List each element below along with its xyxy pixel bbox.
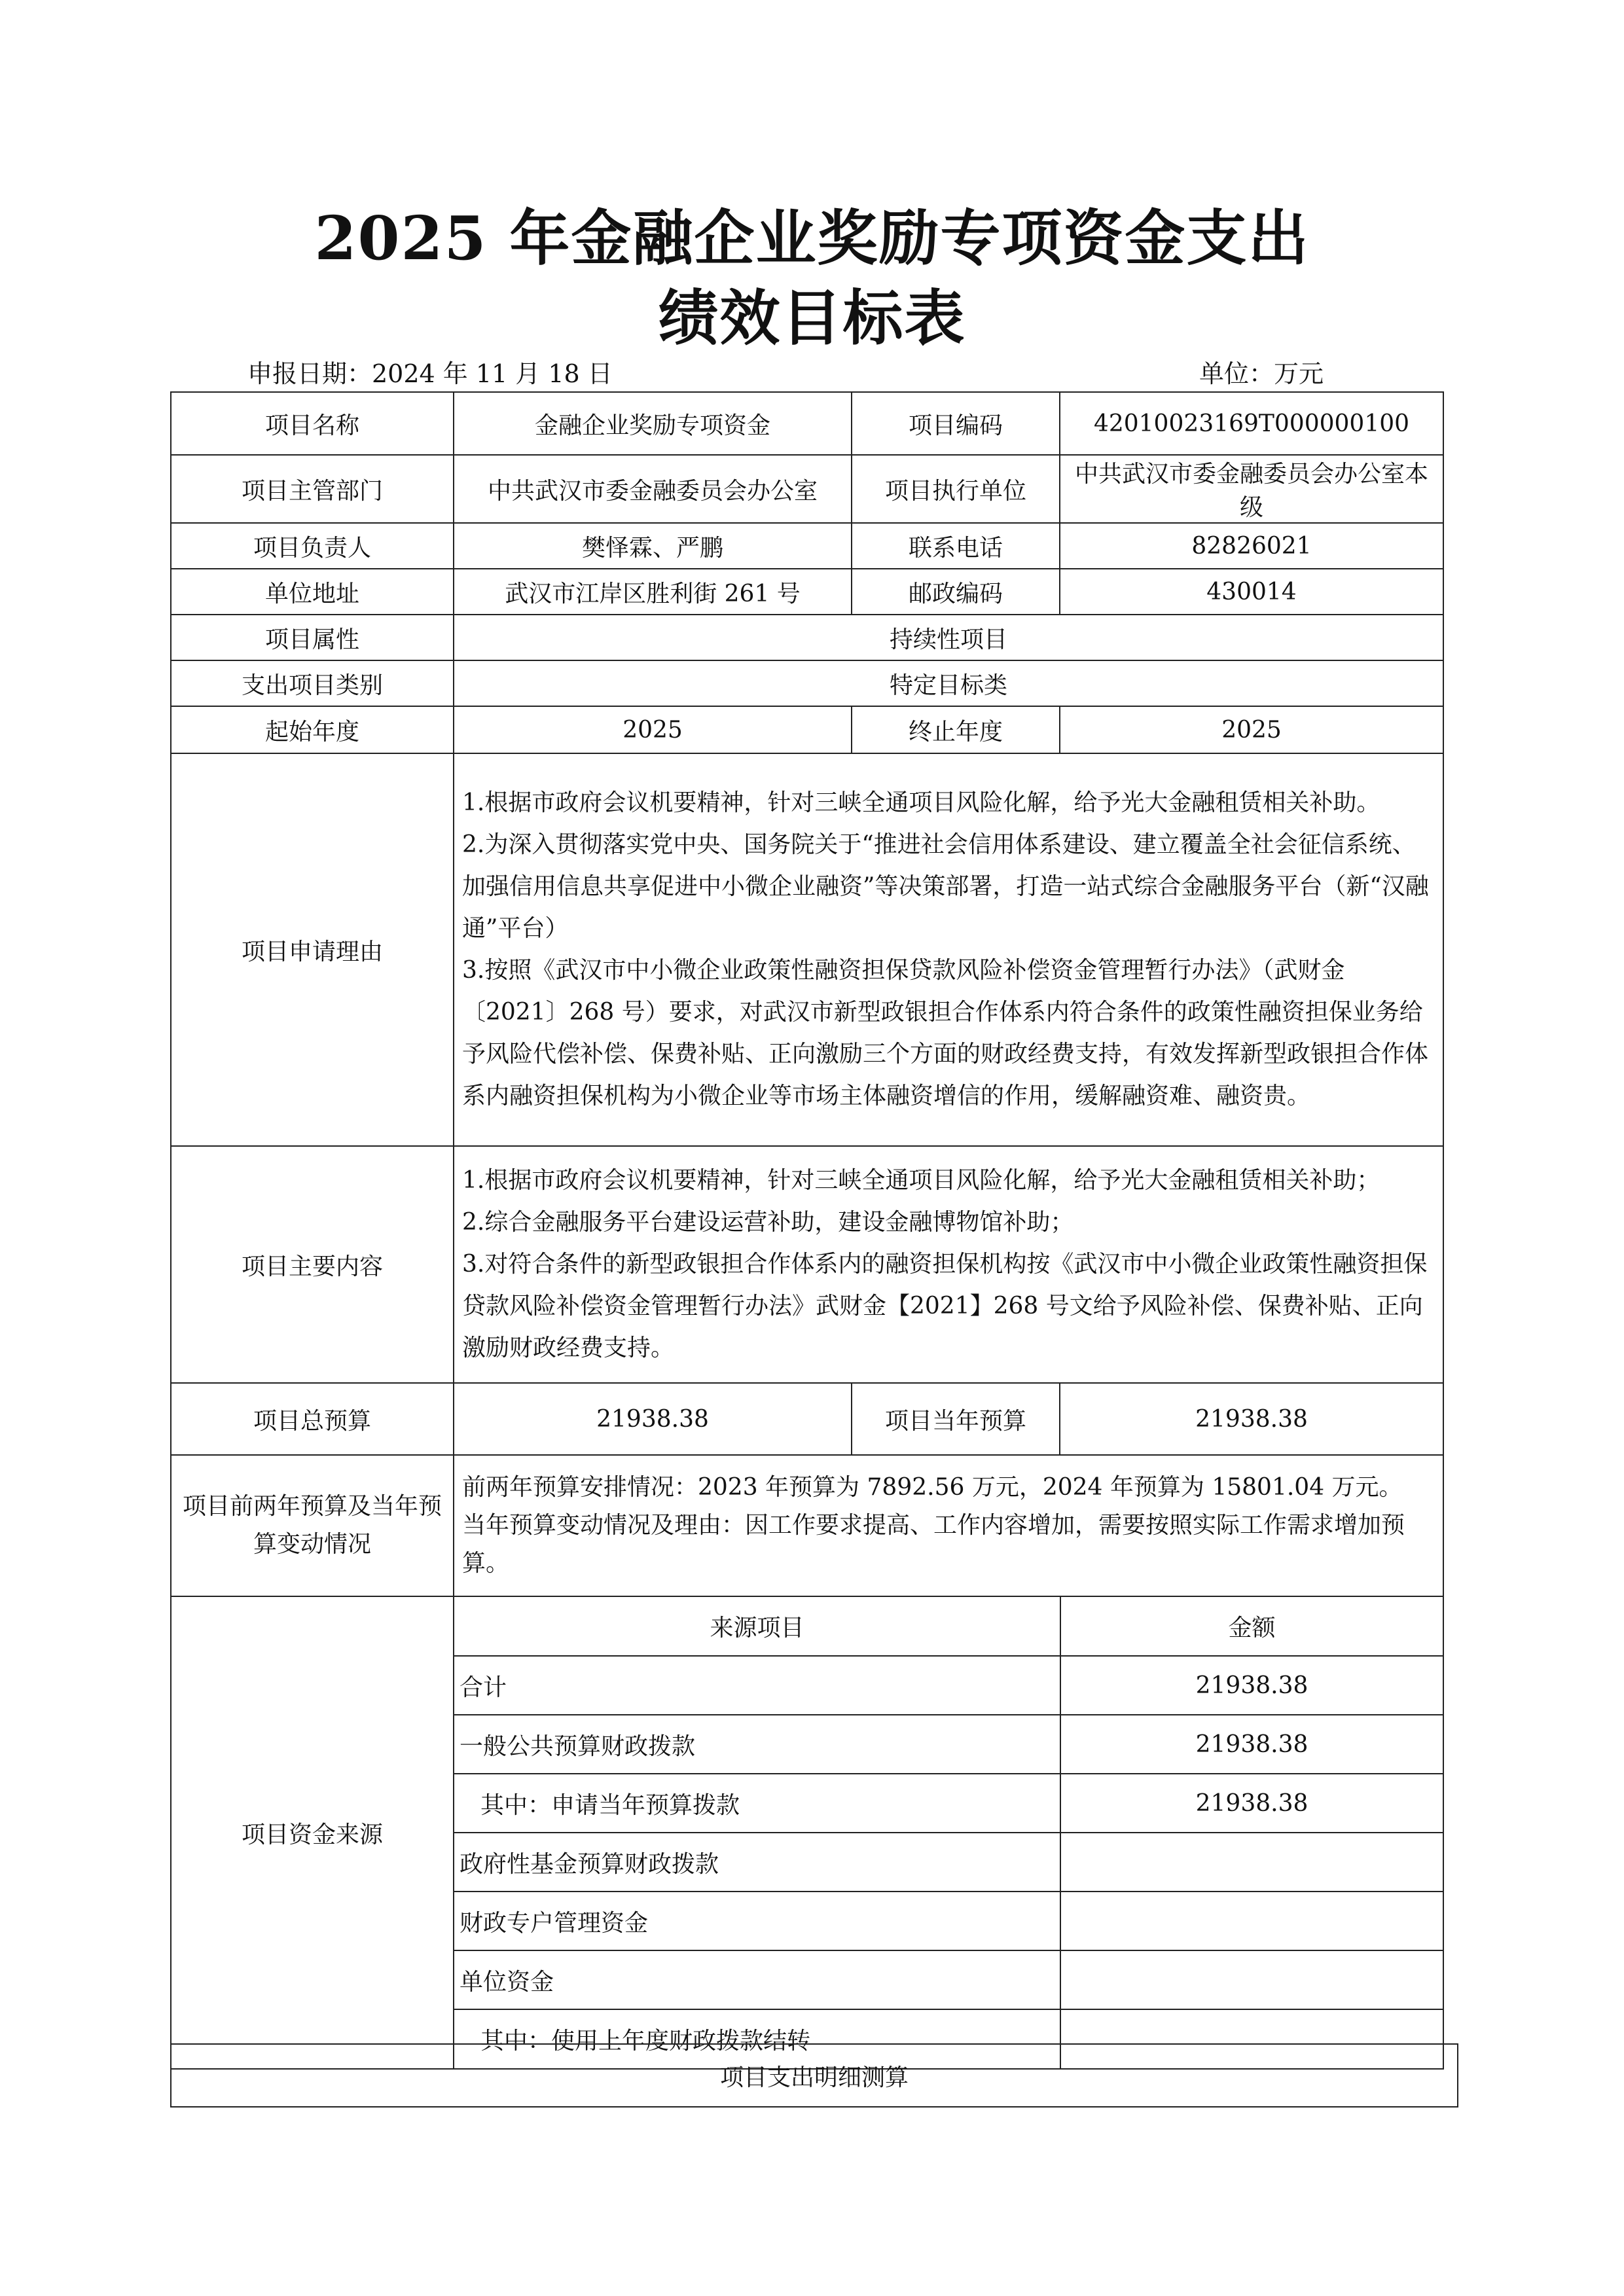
report-date: 申报日期：2024 年 11 月 18 日	[247, 359, 613, 388]
project-code-value: 42010023169T000000100	[1060, 392, 1443, 455]
funding-header-row	[454, 1597, 1443, 1656]
change-line: 当年预算变动情况及理由：因工作要求提高、工作内容增加，需要按照实际工作需求增加预算。	[462, 1512, 1405, 1577]
phone-value: 82826021	[1060, 523, 1443, 569]
funding-amount: 21938.38	[1060, 1715, 1443, 1774]
content-line: 3.对符合条件的新型政银担合作体系内的融资担保机构按《武汉市中小微企业政策性融资担保贷款风险补偿资金管理暂行办法》武财金【2021】268 号文给予风险补偿、保费补贴、正向激励财政经费支持。	[462, 1251, 1428, 1361]
unit-label: 单位：万元	[1199, 359, 1324, 388]
change-label: 项目前两年预算及当年预算变动情况	[171, 1455, 454, 1596]
funding-row	[454, 1774, 1443, 1833]
funding-source-header: 来源项目	[454, 1597, 1060, 1656]
performance-target-table	[170, 391, 1444, 2070]
project-attr-label: 项目属性	[171, 615, 454, 660]
reason-line: 1.根据市政府会议机要精神，针对三峡全通项目风险化解，给予光大金融租赁相关补助。	[462, 789, 1380, 816]
funding-source: 一般公共预算财政拨款	[454, 1715, 1060, 1774]
dept-label: 项目主管部门	[171, 455, 454, 523]
table-row	[171, 392, 1443, 455]
funding-amount: 21938.38	[1060, 1774, 1443, 1833]
category-label: 支出项目类别	[171, 660, 454, 706]
table-row	[171, 1596, 1443, 2069]
funding-amount	[1060, 1833, 1443, 1892]
start-year-value: 2025	[454, 706, 852, 753]
funding-subtable	[454, 1597, 1443, 2068]
exec-unit-value: 中共武汉市委金融委员会办公室本级	[1060, 455, 1443, 523]
end-year-label: 终止年度	[852, 706, 1060, 753]
funding-source: 其中：使用上年度财政拨款结转	[480, 2028, 811, 2054]
project-code-label: 项目编码	[852, 392, 1060, 455]
start-year-label: 起始年度	[171, 706, 454, 753]
funding-row	[454, 1715, 1443, 1774]
change-text	[454, 1455, 1443, 1596]
table-row	[171, 660, 1443, 706]
content-text	[454, 1146, 1443, 1383]
table-row	[171, 706, 1443, 753]
funding-row	[454, 1833, 1443, 1892]
funding-source: 其中：申请当年预算拨款	[454, 1774, 1060, 1833]
end-year-value: 2025	[1060, 706, 1443, 753]
detail-calculation-header: 项目支出明细测算	[170, 2043, 1458, 2108]
funding-source: 财政专户管理资金	[454, 1892, 1060, 1950]
address-label: 单位地址	[171, 569, 454, 615]
reason-line: 2.为深入贯彻落实党中央、国务院关于“推进社会信用体系建设、建立覆盖全社会征信系统、加强信用信息共享促进中小微企业融资”等决策部署，打造一站式综合金融服务平台（新“汉融通”平台）	[462, 831, 1429, 942]
project-attr-value: 持续性项目	[454, 615, 1443, 660]
table-row	[171, 615, 1443, 660]
phone-label: 联系电话	[852, 523, 1060, 569]
document-title-line1: 2025 年金融企业奖励专项资金支出	[314, 203, 1310, 274]
current-budget-label: 项目当年预算	[852, 1383, 1060, 1455]
dept-value: 中共武汉市委金融委员会办公室	[454, 455, 852, 523]
funding-amount	[1060, 1892, 1443, 1950]
reason-text	[454, 753, 1443, 1146]
table-row	[171, 753, 1443, 1146]
content-line: 2.综合金融服务平台建设运营补助，建设金融博物馆补助；	[462, 1209, 1074, 1236]
total-budget-value: 21938.38	[454, 1383, 852, 1455]
reason-line: 3.按照《武汉市中小微企业政策性融资担保贷款风险补偿资金管理暂行办法》（武财金〔2021〕268 号）要求，对武汉市新型政银担合作体系内符合条件的政策性融资担保业务给予风险代偿补偿、保费补贴、正向激励三个方面的财政经费支持，有效发挥新型政银担合作体系内融资担保机构为小微企业等市场主体融资增信的作用，缓解融资难、融资贵。	[462, 957, 1429, 1109]
funding-subtable-cell	[454, 1596, 1443, 2069]
leader-label: 项目负责人	[171, 523, 454, 569]
table-row	[171, 569, 1443, 615]
funding-amount-header: 金额	[1060, 1597, 1443, 1656]
exec-unit-label: 项目执行单位	[852, 455, 1060, 523]
postcode-label: 邮政编码	[852, 569, 1060, 615]
leader-value: 樊怿霖、严鹏	[454, 523, 852, 569]
table-row	[171, 455, 1443, 523]
funding-row	[454, 1950, 1443, 2009]
content-label: 项目主要内容	[171, 1146, 454, 1383]
table-row	[171, 523, 1443, 569]
funding-source: 合计	[454, 1656, 1060, 1715]
funding-row	[454, 1656, 1443, 1715]
funding-amount: 21938.38	[1060, 1656, 1443, 1715]
total-budget-label: 项目总预算	[171, 1383, 454, 1455]
postcode-value: 430014	[1060, 569, 1443, 615]
project-name-value: 金融企业奖励专项资金	[454, 392, 852, 455]
change-line: 前两年预算安排情况：2023 年预算为 7892.56 万元，2024 年预算为 15801.04 万元。	[462, 1474, 1403, 1501]
reason-label: 项目申请理由	[171, 753, 454, 1146]
funding-amount	[1060, 1950, 1443, 2009]
funding-source: 政府性基金预算财政拨款	[454, 1833, 1060, 1892]
project-name-label: 项目名称	[171, 392, 454, 455]
table-row	[171, 1146, 1443, 1383]
funding-source: 单位资金	[454, 1950, 1060, 2009]
funding-row	[454, 1892, 1443, 1950]
table-row	[171, 1455, 1443, 1596]
funding-label: 项目资金来源	[171, 1596, 454, 2069]
current-budget-value: 21938.38	[1060, 1383, 1443, 1455]
table-row	[171, 1383, 1443, 1455]
category-value: 特定目标类	[454, 660, 1443, 706]
address-value: 武汉市江岸区胜利街 261 号	[454, 569, 852, 615]
content-line: 1.根据市政府会议机要精神，针对三峡全通项目风险化解，给予光大金融租赁相关补助；	[462, 1167, 1380, 1194]
document-title-line2: 绩效目标表	[658, 283, 966, 353]
